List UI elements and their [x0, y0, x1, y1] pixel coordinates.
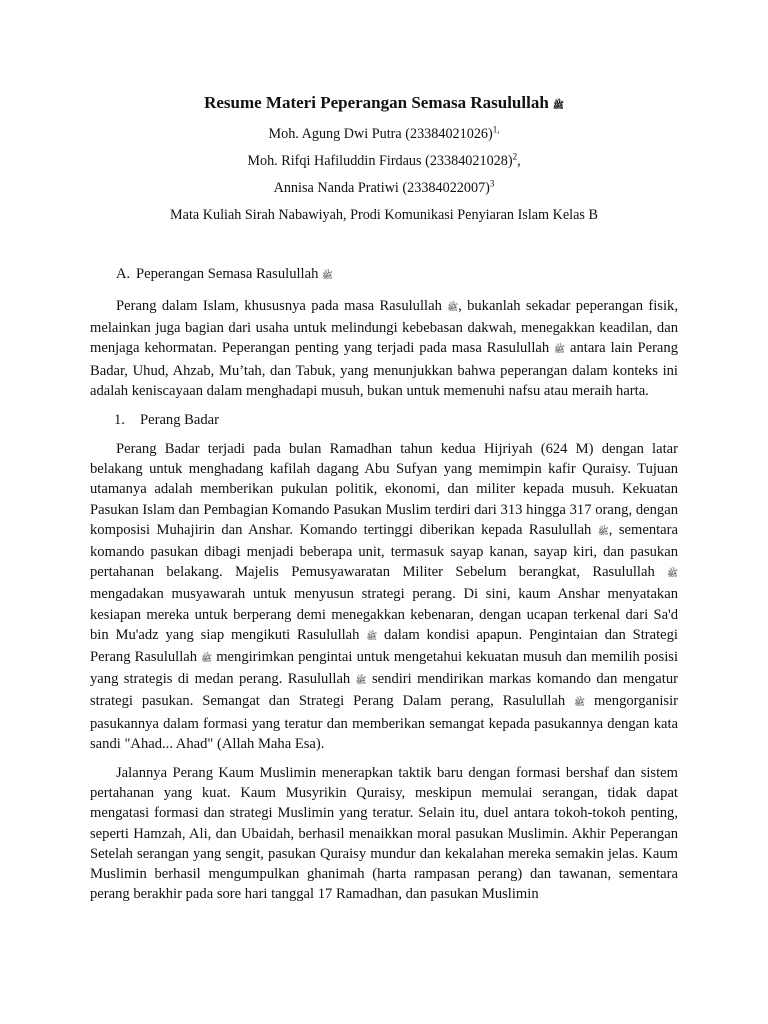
author-name: Moh. Agung Dwi Putra (23384021026)	[268, 126, 493, 142]
honorific-glyph: ﷺ	[597, 526, 609, 537]
affiliation-line: Mata Kuliah Sirah Nabawiyah, Prodi Komunikasi Penyiaran Islam Kelas B	[170, 207, 598, 223]
honorific-glyph: ﷺ	[554, 345, 566, 356]
author-name: Annisa Nanda Pratiwi (23384022007)	[273, 180, 490, 196]
subsection-marker: 1.	[114, 412, 125, 429]
author-line-3	[90, 179, 678, 197]
honorific-glyph: ﷺ	[667, 569, 678, 580]
section-paragraph: Perang dalam Islam, khususnya pada masa Rasulullah ﷺ, bukanlah sekadar peperangan fisik, melainkan juga bagian dari usaha untuk melindungi kebebasan dakwah, menegakkan keadilan, dan menjaga kehormatan. Peperangan penting yang terjadi pada masa Rasulullah ﷺ antara lain Perang Badar, Uhud, Ahzab, Mu’tah, dan Tabuk, yang menunjukkan bahwa peperangan dalam konteks ini adalah keniscayaan dalam menghadapi musuh, bukan untuk memenuhi nafsu atau meraih harta.	[90, 298, 678, 399]
section-marker: A.	[116, 266, 131, 282]
author-suffix: ,	[517, 153, 521, 169]
subsection-heading-text: Perang Badar	[140, 412, 220, 429]
author-line-1	[90, 125, 678, 143]
author-superscript: 2	[512, 151, 518, 162]
subsection-paragraph: Jalannya Perang Kaum Muslimin menerapkan taktik baru dengan formasi bershaf dan sistem pertahanan yang kuat. Kaum Musyrikin Quraisy, meskipun memulai serangan, tidak dapat mengatasi formasi dan strategi Muslimin yang teratur. Selain itu, duel antara tokoh-tokoh penting, seperti Hamzah, Ali, dan Ubaidah, berhasil menaikkan moral pasukan Muslimin. Akhir Peperangan Setelah serangan yang sengit, pasukan Quraisy mundur dan kekalahan mereka semakin jelas. Kaum Muslimin berhasil mengumpulkan ghanimah (harta rampasan perang) dan tawanan, sementara perang berakhir pada sore hari tanggal 17 Ramadhan, dan pasukan Muslimin	[90, 765, 678, 903]
section-heading-text: Peperangan Semasa Rasulullah ﷺ	[136, 266, 333, 282]
document-title: Resume Materi Peperangan Semasa Rasulullah ﷺ	[204, 93, 564, 112]
honorific-glyph: ﷺ	[322, 271, 333, 281]
honorific-glyph: ﷺ	[574, 698, 586, 709]
author-superscript: 1,	[492, 124, 500, 135]
honorific-glyph: ﷺ	[447, 303, 459, 313]
section-heading	[116, 264, 678, 286]
honorific-glyph: ﷺ	[553, 101, 564, 111]
subsection-heading	[114, 410, 678, 430]
subsection-paragraph: Perang Badar terjadi pada bulan Ramadhan tahun kedua Hijriyah (624 M) dengan latar belakang untuk menghadang kafilah dagang Abu Sufyan yang memimpin kafir Quraisy. Tujuan utamanya adalah memberikan pukulan politik, ekonomi, dan militer kepada musuh. Kekuatan Pasukan Islam dan Pembagian Komando Pasukan Muslim terdiri dari 313 hingga 317 orang, dengan komposisi Muhajirin dan Anshar. Komando tertinggi diberikan kepada Rasulullah ﷺ, sementara komando pasukan dibagi menjadi beberapa unit, termasuk sayap kanan, sayap kiri, dan pasukan pertahanan belakang. Majelis Pemusyawaratan Militer Sebelum berangkat, Rasulullah ﷺ mengadakan musyawarah untuk menyusun strategi perang. Di sini, kaum Anshar menyatakan kesiapan mereka untuk berperang demi menegakkan kebenaran, dengan ucapan terkenal dari Sa'd bin Mu'adz yang siap mengikuti Rasulullah ﷺ dalam kondisi apapun. Pengintaian dan Strategi Perang Rasulullah ﷺ mengirimkan pengintai untuk mengetahui kekuatan musuh dan memilih posisi yang strategis di medan perang. Rasulullah ﷺ sendiri mendirikan markas komando dan mengatur strategi pasukan. Semangat dan Strategi Perang Dalam perang, Rasulullah ﷺ mengorganisir pasukannya dalam formasi yang teratur dan memberikan semangat kepada pasukannya dengan kata sandi "Ahad... Ahad" (Allah Maha Esa).	[90, 441, 679, 752]
author-name: Moh. Rifqi Hafiluddin Firdaus (23384021028)	[247, 153, 513, 169]
author-line-2	[90, 152, 678, 170]
honorific-glyph: ﷺ	[366, 631, 378, 642]
honorific-glyph: ﷺ	[201, 654, 213, 665]
honorific-glyph: ﷺ	[355, 676, 367, 687]
author-superscript: 3	[489, 178, 495, 189]
